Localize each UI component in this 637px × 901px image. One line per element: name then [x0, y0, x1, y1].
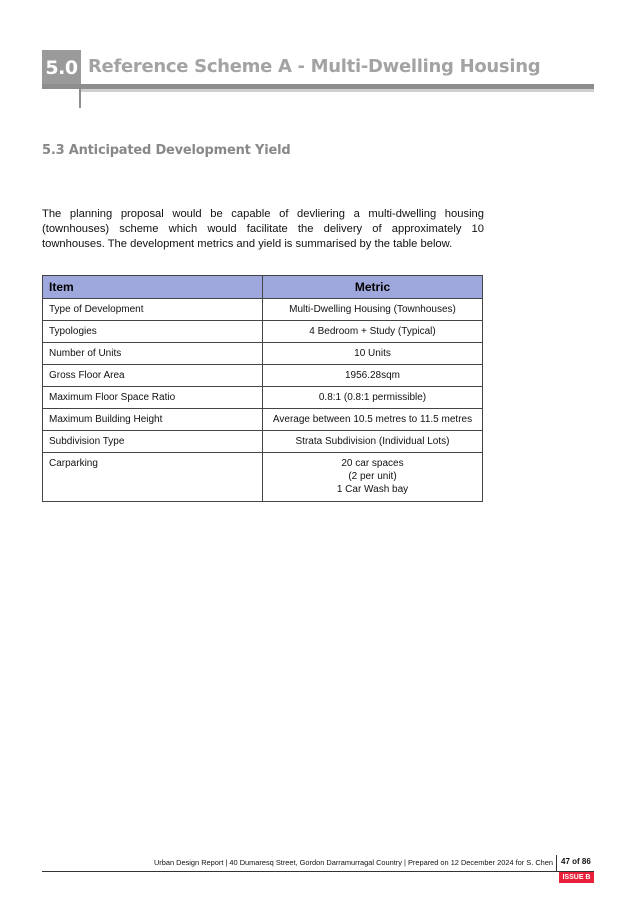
table-row [43, 365, 483, 387]
carparking-line-2: (2 per unit) [348, 471, 397, 482]
intro-paragraph: The planning proposal would be capable of devliering a multi-dwelling housing (townhouses) scheme which would facilitate the delivery of approximately 10 townhouses. The development metrics and yield is summarised by the table below. [42, 208, 484, 250]
section-title: Reference Scheme A - Multi-Dwelling Housing [88, 56, 541, 77]
header-item: Item [43, 276, 263, 299]
table-row [43, 409, 483, 431]
yield-table [42, 275, 483, 502]
header-metric: Metric [263, 276, 483, 299]
row-item: Typologies [43, 321, 263, 343]
row-metric [263, 453, 483, 502]
row-metric: 0.8:1 (0.8:1 permissible) [263, 387, 483, 409]
table-header-row [43, 276, 483, 299]
table-row [43, 453, 483, 502]
table-row [43, 431, 483, 453]
header-rule-light [81, 89, 594, 92]
row-metric: 1956.28sqm [263, 365, 483, 387]
carparking-line-1: 20 car spaces [341, 458, 404, 469]
row-metric: 10 Units [263, 343, 483, 365]
table-row [43, 343, 483, 365]
page-number: 47 of 86 [561, 857, 591, 866]
issue-badge: ISSUE B [559, 872, 594, 883]
row-item: Number of Units [43, 343, 263, 365]
table-row [43, 321, 483, 343]
header-vertical-line [79, 86, 81, 108]
footer-rule [42, 871, 594, 872]
row-item: Subdivision Type [43, 431, 263, 453]
row-item: Maximum Building Height [43, 409, 263, 431]
section-number: 5.0 [45, 57, 78, 79]
row-item: Type of Development [43, 299, 263, 321]
table-row [43, 387, 483, 409]
row-item: Maximum Floor Space Ratio [43, 387, 263, 409]
row-item: Carparking [43, 453, 263, 502]
table-row [43, 299, 483, 321]
row-metric: 4 Bedroom + Study (Typical) [263, 321, 483, 343]
subsection-title: 5.3 Anticipated Development Yield [42, 143, 291, 158]
carparking-line-3: 1 Car Wash bay [336, 484, 409, 495]
row-metric: Strata Subdivision (Individual Lots) [263, 431, 483, 453]
row-metric: Multi-Dwelling Housing (Townhouses) [263, 299, 483, 321]
footer-text: Urban Design Report | 40 Dumaresq Street, Gordon Darramurragal Country | Prepared on 12 December 2024 for S. Chen [153, 858, 553, 867]
row-item: Gross Floor Area [43, 365, 263, 387]
footer-separator [556, 855, 557, 871]
row-metric: Average between 10.5 metres to 11.5 metres [263, 409, 483, 431]
